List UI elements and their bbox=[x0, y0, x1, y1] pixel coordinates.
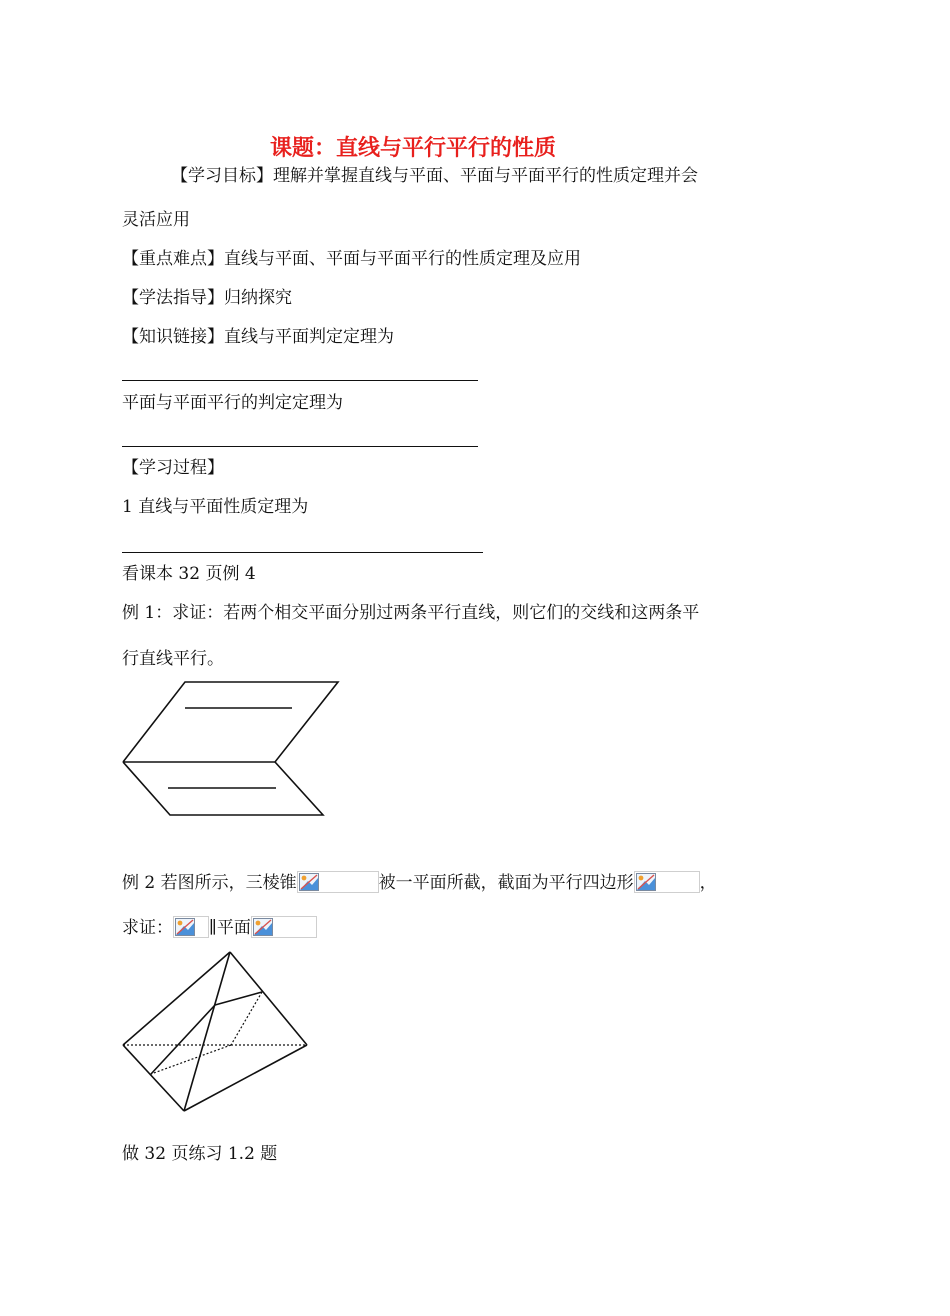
broken-image-icon bbox=[253, 918, 273, 936]
edge bbox=[184, 1045, 307, 1111]
key-points-text: 直线与平面、平面与平面平行的性质定理及应用 bbox=[224, 249, 581, 269]
hidden-section-edge bbox=[151, 1045, 231, 1074]
knowledge-link-label: 【知识链接】 bbox=[122, 327, 224, 347]
prove-label: 求证： bbox=[122, 918, 173, 938]
example-2-line-2 bbox=[122, 916, 317, 938]
example-2-line-1 bbox=[122, 871, 717, 893]
broken-image-icon bbox=[299, 873, 319, 891]
learning-goal-continuation: 灵活应用 bbox=[122, 210, 190, 230]
exercise-instruction: 做 32 页练习 1.2 题 bbox=[122, 1144, 278, 1164]
answer-blank-line bbox=[122, 552, 483, 553]
example-1-line-2: 行直线平行。 bbox=[122, 649, 224, 669]
page-title: 课题：直线与平行平行的性质 bbox=[270, 135, 557, 161]
figure-tetrahedron-section bbox=[115, 945, 315, 1120]
edge bbox=[123, 952, 230, 1045]
method-text: 归纳探究 bbox=[224, 288, 292, 308]
edge bbox=[230, 952, 307, 1045]
plane-formula-image bbox=[251, 916, 317, 938]
learning-process-heading: 【学习过程】 bbox=[122, 458, 224, 478]
line-formula-image bbox=[173, 916, 209, 938]
parallel-plane-text: ∥平面 bbox=[209, 918, 251, 938]
plane-plane-theorem-prompt: 平面与平面平行的判定定理为 bbox=[122, 393, 343, 413]
knowledge-link-text: 直线与平面判定定理为 bbox=[224, 327, 394, 347]
knowledge-link-line bbox=[122, 327, 394, 347]
textbook-reference: 看课本 32 页例 4 bbox=[122, 564, 256, 584]
upper-plane bbox=[123, 682, 338, 762]
key-points-line bbox=[122, 249, 581, 269]
broken-image-icon bbox=[175, 918, 195, 936]
answer-blank-line bbox=[122, 380, 478, 381]
parallelogram-formula-image bbox=[634, 871, 700, 893]
learning-goal-label: 【学习目标】 bbox=[171, 166, 273, 186]
broken-image-icon bbox=[636, 873, 656, 891]
method-label: 【学法指导】 bbox=[122, 288, 224, 308]
key-points-label: 【重点难点】 bbox=[122, 249, 224, 269]
example-2-text-b: 被一平面所截，截面为平行四边形 bbox=[378, 873, 634, 893]
example-2-text-c: ， bbox=[699, 873, 717, 893]
tetrahedron-formula-image bbox=[297, 871, 379, 893]
figure-intersecting-planes bbox=[115, 675, 350, 825]
example-1-line-1: 例 1：求证：若两个相交平面分别过两条平行直线，则它们的交线和这两条平 bbox=[122, 603, 700, 623]
example-2-text-a: 例 2 若图所示，三棱锥 bbox=[122, 873, 297, 893]
method-line bbox=[122, 288, 292, 308]
learning-goal-line bbox=[171, 166, 698, 186]
learning-goal-text: 理解并掌握直线与平面、平面与平面平行的性质定理并会 bbox=[273, 166, 698, 186]
answer-blank-line bbox=[122, 446, 478, 447]
edge bbox=[123, 1045, 184, 1111]
item-1-prompt: 1 直线与平面性质定理为 bbox=[122, 497, 309, 517]
